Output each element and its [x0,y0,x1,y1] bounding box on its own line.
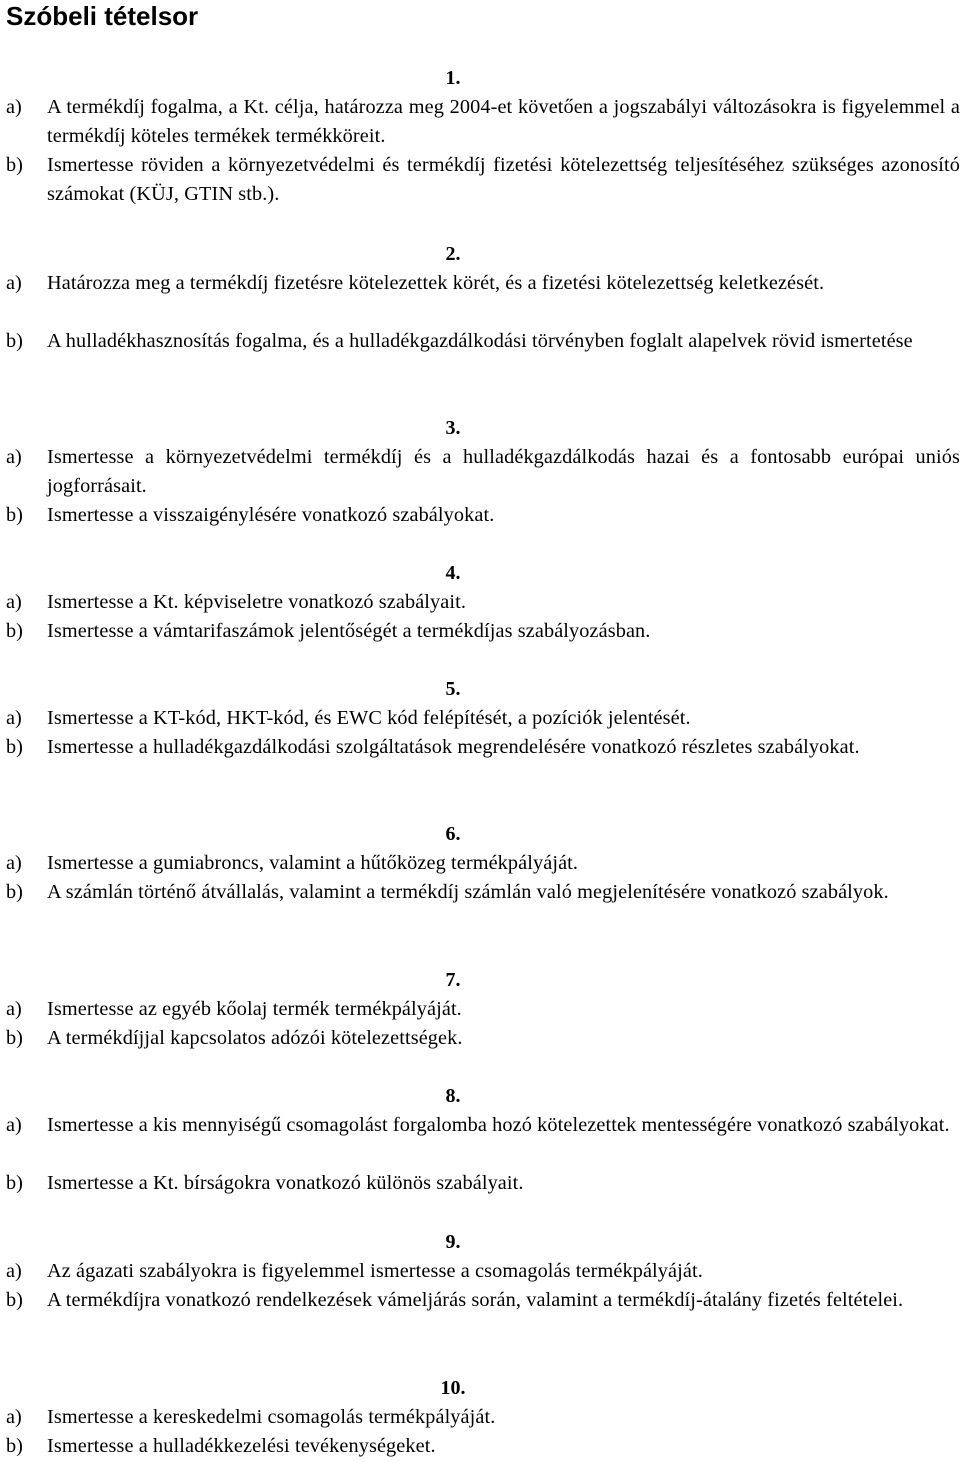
item-letter: b) [6,1027,23,1049]
topic-9 [0,1228,960,1348]
item-text: Ismertesse a visszaigénylésére vonatkozó szabályokat. [47,504,495,526]
item-text: Ismertesse a KT-kód, HKT-kód, és EWC kód felépítését, a pozíciók jelentését. [47,707,691,729]
item-letter: b) [6,504,23,526]
topic-1 [0,64,960,214]
topic-number: 1. [445,67,461,89]
item-text: Ismertesse a hulladékgazdálkodási szolgáltatások megrendelésére vonatkozó részletes szabályokat. [47,736,860,758]
topic-10 [0,1374,960,1462]
topic-6 [0,820,960,940]
item-letter: a) [6,446,22,468]
item-letter: a) [6,96,22,118]
item-letter: b) [6,620,23,642]
topic-number: 6. [445,823,461,845]
topic-number: 2. [445,243,461,265]
topic-4 [0,559,960,649]
item-text: Ismertesse a kis mennyiségű csomagolást forgalomba hozó kötelezettek mentességére vonatkozó szabályokat. [47,1114,950,1136]
item-text: Az ágazati szabályokra is figyelemmel ismertesse a csomagolás termékpályáját. [47,1260,703,1282]
item-text: Ismertesse a Kt. bírságokra vonatkozó különös szabályait. [47,1172,524,1194]
item-text: A termékdíj fogalma, a Kt. célja, határozza meg 2004-et követően a jogszabályi változásokra is figyelemmel a termékdíj köteles termékek termékköreit. [47,96,960,147]
topic-number: 9. [445,1231,461,1253]
item-letter: a) [6,707,22,729]
topic-number: 3. [445,417,461,439]
topic-3 [0,414,960,534]
item-letter: a) [6,1114,22,1136]
item-letter: b) [6,154,23,176]
page-title: Szóbeli tételsor [6,1,199,31]
item-text: Ismertesse a kereskedelmi csomagolás termékpályáját. [47,1406,496,1428]
topic-number: 8. [445,1085,461,1107]
item-text: Ismertesse az egyéb kőolaj termék termékpályáját. [47,998,462,1020]
item-text: A termékdíjjal kapcsolatos adózói kötelezettségek. [47,1027,463,1049]
item-letter: a) [6,852,22,874]
item-letter: a) [6,272,22,294]
item-text: Ismertesse a gumiabroncs, valamint a hűtőközeg termékpályáját. [47,852,579,874]
item-text: A számlán történő átvállalás, valamint a termékdíj számlán való megjelenítésére vonatkozó szabályok. [47,881,889,903]
item-letter: a) [6,591,22,613]
topic-8 [0,1082,960,1202]
item-text: Ismertesse a környezetvédelmi termékdíj és a hulladékgazdálkodás hazai és a fontosabb európai uniós jogforrásait. [47,446,960,497]
item-text: Ismertesse a hulladékkezelési tevékenységeket. [47,1435,436,1457]
topic-number: 5. [445,678,461,700]
item-text: Ismertesse röviden a környezetvédelmi és termékdíj fizetési kötelezettség teljesítéséhez szükséges azonosító számokat (KÜJ, GTIN stb.). [47,154,960,205]
item-text: Ismertesse a vámtarifaszámok jelentőségét a termékdíjas szabályozásban. [47,620,651,642]
item-letter: b) [6,1172,23,1194]
topic-2 [0,240,960,390]
topic-number: 4. [445,562,461,584]
item-text: Ismertesse a Kt. képviseletre vonatkozó szabályait. [47,591,467,613]
item-letter: b) [6,1435,23,1457]
item-letter: b) [6,881,23,903]
item-text: A termékdíjra vonatkozó rendelkezések vámeljárás során, valamint a termékdíj-átalány fizetés feltételei. [47,1289,904,1311]
topic-number: 10. [440,1377,466,1399]
item-letter: b) [6,330,23,352]
item-letter: b) [6,1289,23,1311]
topic-number: 7. [445,969,461,991]
topic-7 [0,966,960,1056]
item-letter: a) [6,1260,22,1282]
item-text: Határozza meg a termékdíj fizetésre kötelezettek körét, és a fizetési kötelezettség keletkezését. [47,272,825,294]
item-text: A hulladékhasznosítás fogalma, és a hulladékgazdálkodási törvényben foglalt alapelvek rövid ismertetése [47,330,913,352]
item-letter: a) [6,1406,22,1428]
item-letter: a) [6,998,22,1020]
item-letter: b) [6,736,23,758]
topic-5 [0,675,960,795]
